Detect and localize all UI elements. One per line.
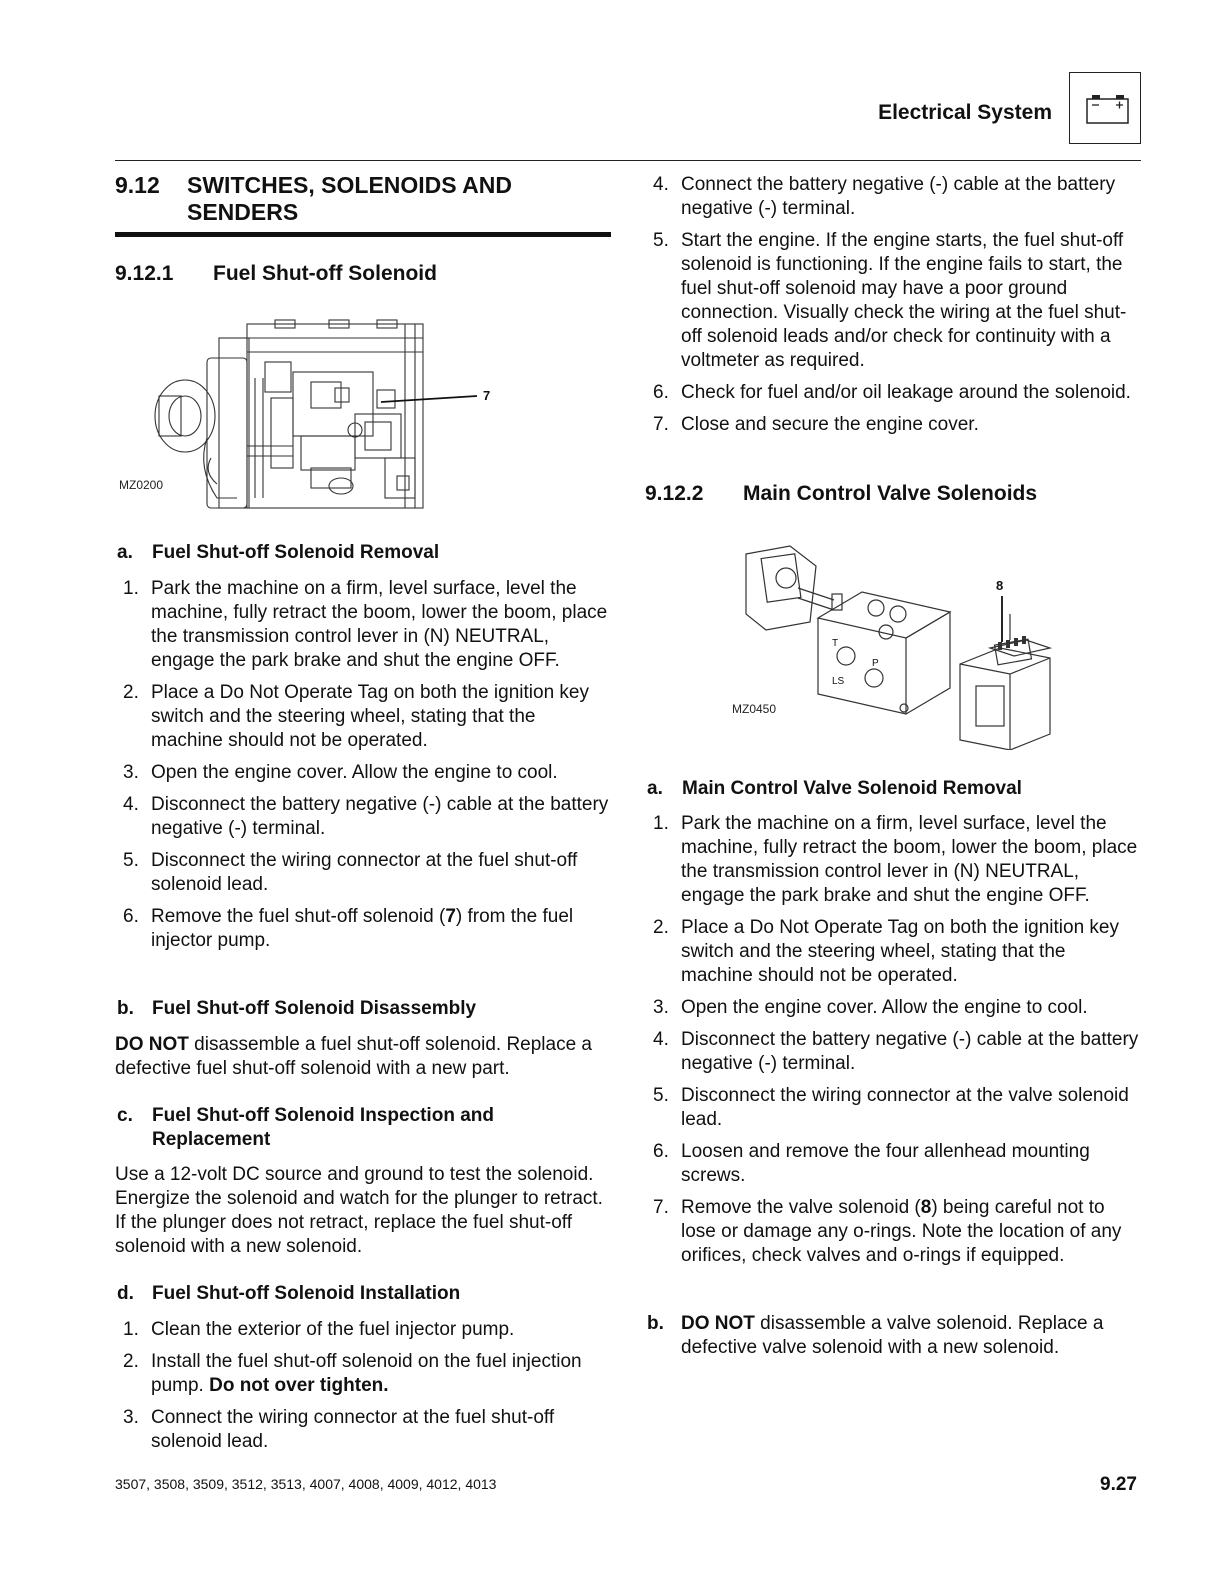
list-item: 1. Park the machine on a firm, level surface, level the machine, fully retract the boom, lower the boom, place the transmission control lever in (N) NEUTRAL, engage the park brake and shut the engine OFF. [123, 578, 608, 671]
list-item: 4. Connect the battery negative (-) cable at the battery negative (-) terminal. [653, 174, 1116, 219]
inspection-text: Use a 12-volt DC source and ground to test the solenoid. Energize the solenoid and watch for the plunger to retract. If the plunger does not retract, replace the fuel shut-off solenoid with a new solenoid. [115, 1164, 603, 1257]
subsection-title: Main Control Valve Solenoids [743, 482, 1038, 505]
list-item: 3. Open the engine cover. Allow the engine to cool. [123, 762, 558, 783]
page-number: 9.27 [1100, 1474, 1137, 1495]
disassembly-text: DO NOT disassemble a fuel shut-off solenoid. Replace a defective fuel shut-off solenoid with a new part. [115, 1034, 593, 1079]
subsection-heading-9-12-2 [645, 482, 1141, 508]
valve-removal-steps [645, 812, 1141, 1276]
removal-steps [115, 577, 611, 961]
list-item: 5. Disconnect the wiring connector at the fuel shut-off solenoid lead. [123, 850, 578, 895]
installation-steps-continued [645, 173, 1141, 445]
subsection-title: Fuel Shut-off Solenoid [213, 262, 437, 285]
list-item: 2. Place a Do Not Operate Tag on both the ignition key switch and the steering wheel, stating that the machine should not be operated. [123, 682, 589, 751]
section-title: SWITCHES, SOLENOIDS AND SENDERS [187, 172, 512, 225]
list-item: 6. Loosen and remove the four allenhead mounting screws. [653, 1141, 1090, 1186]
port-label-ls: LS [832, 676, 845, 687]
list-item: 1. Park the machine on a firm, level surface, level the machine, fully retract the boom, lower the boom, place the transmission control lever in (N) NEUTRAL, engage the park brake and shut the engine OFF. [653, 813, 1138, 906]
list-item: 3. Open the engine cover. Allow the engine to cool. [653, 997, 1088, 1018]
removal-title: Fuel Shut-off Solenoid Removal [152, 542, 440, 563]
header-title: Electrical System [878, 101, 1052, 124]
installation-steps [115, 1318, 611, 1462]
port-label-p: P [872, 658, 879, 669]
list-item: 7. Remove the valve solenoid (8) being careful not to lose or damage any o-rings. Note the location of any orifices, check valves and o-rings if equipped. [653, 1197, 1122, 1266]
engine-illustration [115, 318, 515, 510]
list-item: 4. Disconnect the battery negative (-) cable at the battery negative (-) terminal. [123, 794, 609, 839]
inspection-title: Fuel Shut-off Solenoid Inspection and Replacement [152, 1105, 494, 1150]
figure-label-mz0200: MZ0200 [119, 478, 164, 492]
callout-7: 7 [483, 388, 491, 403]
disassembly-heading: b. Fuel Shut-off Solenoid Disassembly [117, 998, 477, 1019]
list-item: 1. Clean the exterior of the fuel injector pump. [123, 1319, 515, 1340]
valve-solenoid-figure [728, 538, 1068, 750]
list-item: 3. Connect the wiring connector at the fuel shut-off solenoid lead. [123, 1407, 555, 1452]
figure-label-mz0450: MZ0450 [732, 702, 777, 716]
list-item: 4. Disconnect the battery negative (-) cable at the battery negative (-) terminal. [653, 1029, 1139, 1074]
footer-models: 3507, 3508, 3509, 3512, 3513, 4007, 4008, 4009, 4012, 4013 [115, 1476, 497, 1492]
list-item: 6. Remove the fuel shut-off solenoid (7) from the fuel injector pump. [123, 906, 574, 951]
valve-disassembly: b. DO NOT disassemble a valve solenoid. Replace a defective valve solenoid with a new solenoid. [647, 1312, 1141, 1360]
list-item: 5. Disconnect the wiring connector at the valve solenoid lead. [653, 1085, 1129, 1130]
port-label-t: T [832, 638, 839, 649]
installation-title: Fuel Shut-off Solenoid Installation [152, 1283, 461, 1304]
valve-disassembly-text: DO NOT disassemble a valve solenoid. Replace a defective valve solenoid with a new solenoid. [681, 1313, 1104, 1358]
subsection-heading-9-12-1 [115, 262, 611, 288]
removal-heading: a. Fuel Shut-off Solenoid Removal [117, 542, 440, 563]
list-item: 6. Check for fuel and/or oil leakage around the solenoid. [653, 382, 1131, 403]
subsection-number: 9.12.1 [115, 262, 174, 285]
subsection-number: 9.12.2 [645, 482, 704, 505]
list-item: 5. Start the engine. If the engine starts, the fuel shut-off solenoid is functioning. If the engine fails to start, the fuel shut-off solenoid may have a poor ground connection. Visually check the wiring at the fuel shut-off solenoid leads and/or check for continuity with a voltmeter as required. [653, 230, 1127, 371]
valve-removal-title: Main Control Valve Solenoid Removal [682, 778, 1022, 799]
list-item: 7. Close and secure the engine cover. [653, 414, 979, 435]
list-item: 2. Place a Do Not Operate Tag on both the ignition key switch and the steering wheel, stating that the machine should not be operated. [653, 917, 1119, 986]
section-rule [115, 232, 611, 237]
battery-icon [1069, 72, 1141, 144]
valve-illustration [728, 538, 1068, 750]
list-item: 2. Install the fuel shut-off solenoid on the fuel injection pump. Do not over tighten. [123, 1351, 582, 1396]
disassembly-title: Fuel Shut-off Solenoid Disassembly [152, 998, 477, 1019]
fuel-solenoid-figure [115, 318, 515, 510]
inspection-heading: c. Fuel Shut-off Solenoid Inspection and Replacement [117, 1104, 613, 1152]
header-rule [115, 160, 1141, 161]
callout-8: 8 [996, 578, 1004, 593]
valve-removal-heading: a. Main Control Valve Solenoid Removal [647, 778, 1022, 799]
section-number: 9.12 [115, 172, 160, 198]
installation-heading: d. Fuel Shut-off Solenoid Installation [117, 1283, 461, 1304]
